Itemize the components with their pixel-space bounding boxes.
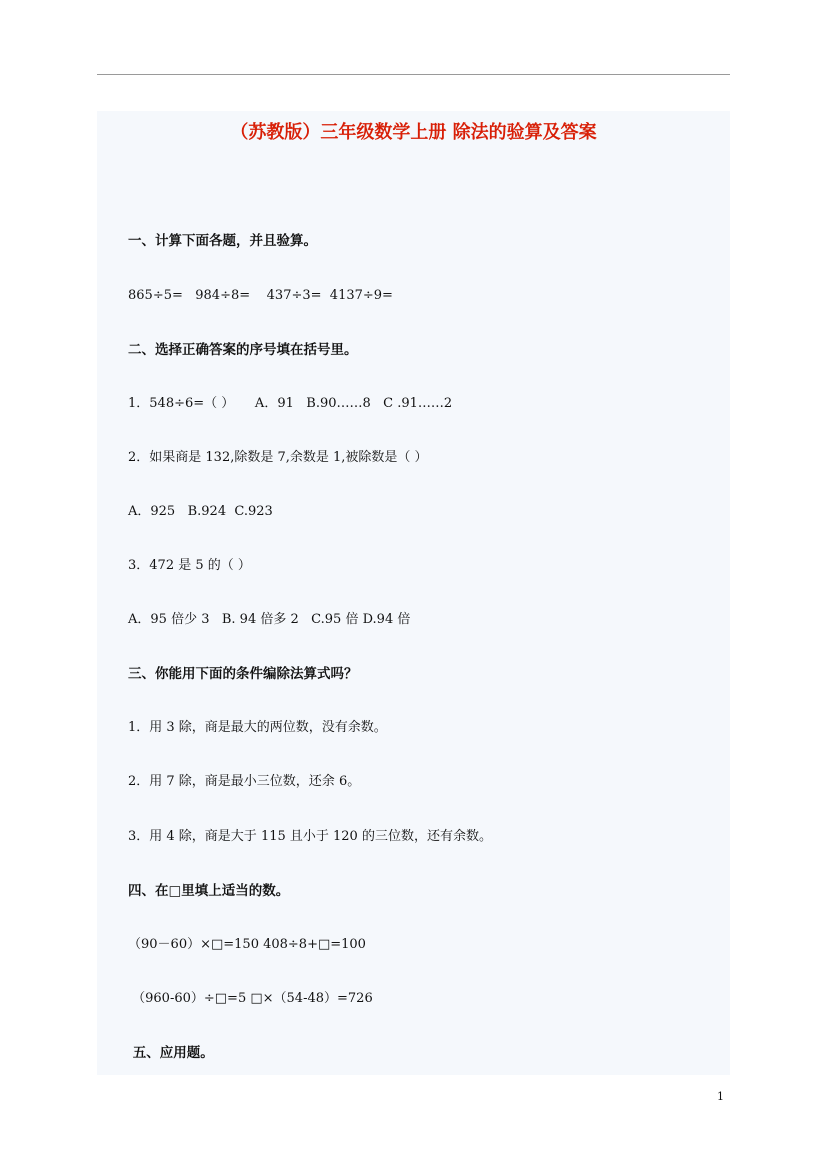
question-line: 3．用 4 除，商是大于 115 且小于 120 的三位数，还有余数。 [128, 829, 492, 844]
question-line: 1．用 3 除，商是最大的两位数，没有余数。 [128, 720, 387, 735]
section-heading-1: 一、计算下面各题，并且验算。 [128, 233, 317, 249]
section-heading-2: 二、选择正确答案的序号填在括号里。 [128, 342, 358, 358]
content-panel [97, 111, 730, 1075]
question-line: （960-60）÷□=5 □×（54-48）=726 [128, 991, 373, 1006]
question-line: 3．472 是 5 的（ ） [128, 558, 251, 573]
question-line: 2．如果商是 132,除数是 7,余数是 1,被除数是（ ） [128, 450, 428, 465]
answer-options: A．95 倍少 3 B. 94 倍多 2 C.95 倍 D.94 倍 [128, 612, 411, 627]
answer-options: A．925 B.924 C.923 [128, 504, 273, 519]
document-title: （苏教版）三年级数学上册 除法的验算及答案 [230, 122, 597, 143]
question-line: 1．548÷6=（ ） A．91 B.90……8 C .91……2 [128, 396, 453, 411]
section-heading-5: 五、应用题。 [128, 1045, 214, 1061]
question-line: 865÷5= 984÷8= 437÷3= 4137÷9= [128, 288, 393, 303]
question-line: （90－60）×□=150 408÷8+□=100 [128, 937, 366, 952]
header-rule [97, 74, 730, 75]
section-heading-3: 三、你能用下面的条件编除法算式吗？ [128, 666, 358, 682]
question-line: 2．用 7 除，商是最小三位数，还余 6。 [128, 774, 361, 789]
section-heading-4: 四、在□里填上适当的数。 [128, 883, 290, 899]
page-number: 1 [717, 1090, 724, 1103]
